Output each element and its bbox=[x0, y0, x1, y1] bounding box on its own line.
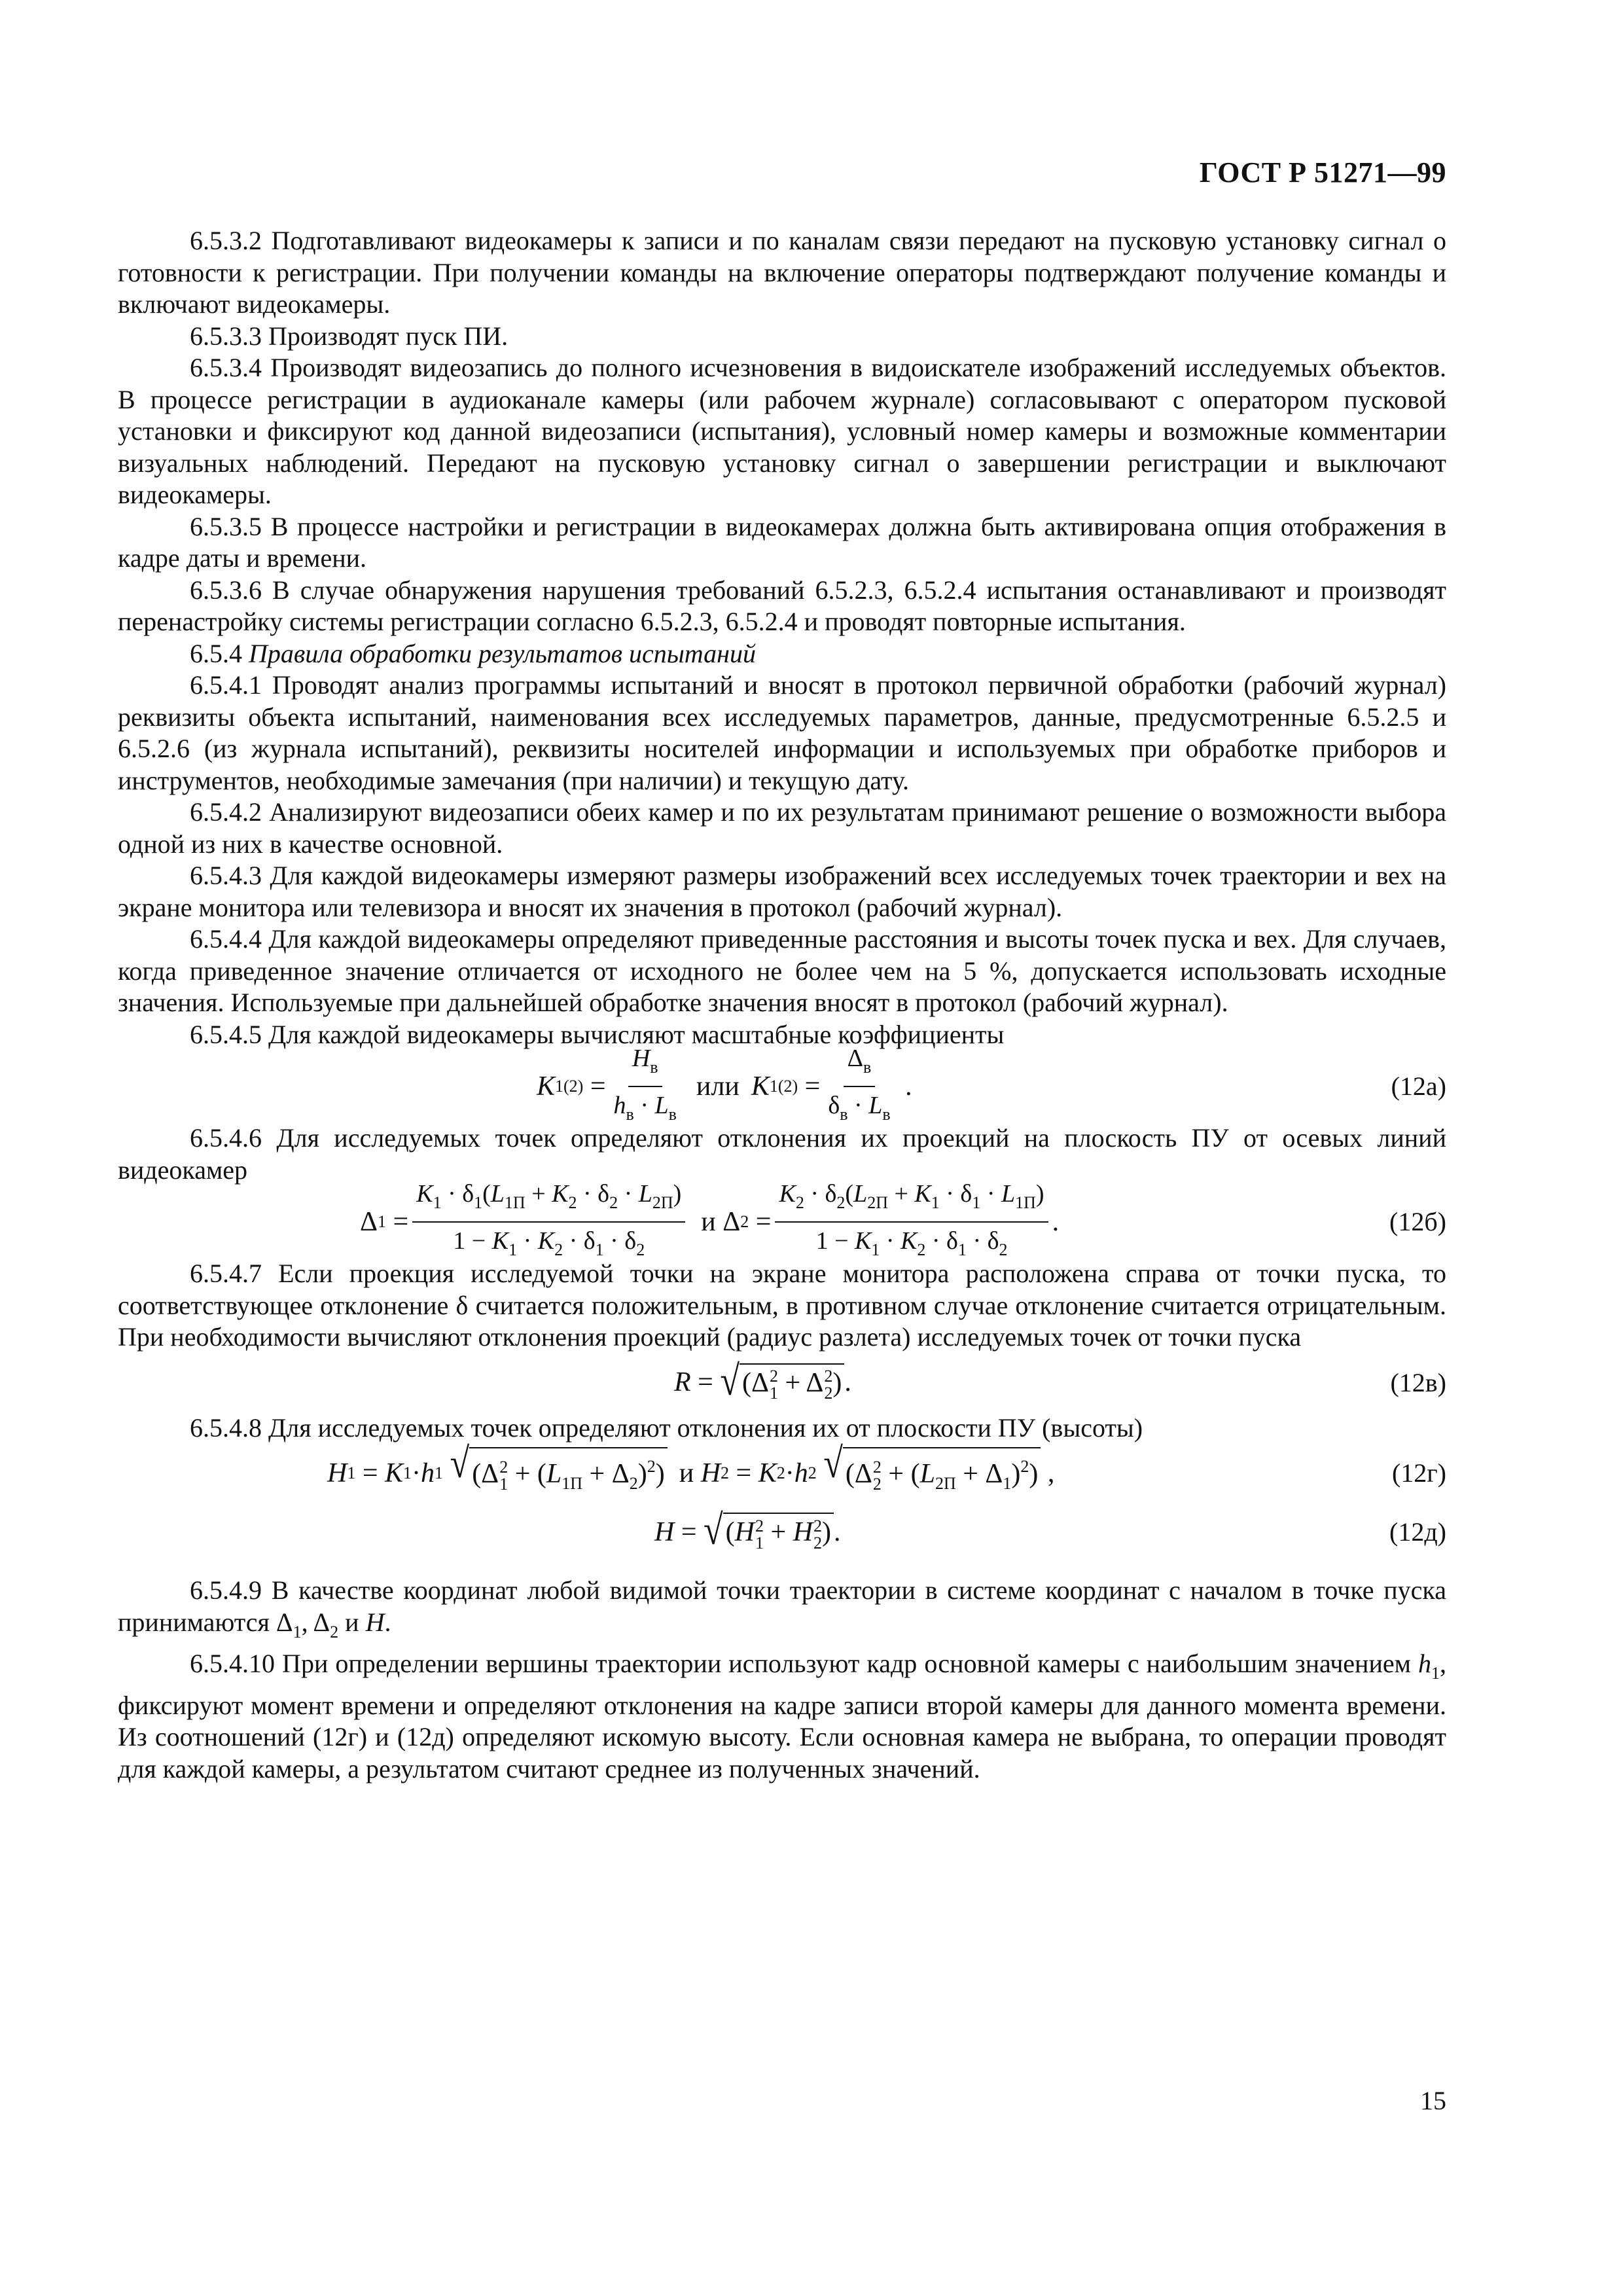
page-number: 15 bbox=[1420, 2086, 1446, 2115]
paragraph-6-5-4-9: 6.5.4.9 В качестве координат любой видимой точки траектории в системе координат с началом в точке пуска принимаются $\Delta_1$, $\Delta_2$ и H. bbox=[118, 1575, 1446, 1641]
paragraph-6-5-3-5: 6.5.3.5 В процессе настройки и регистрации в видеокамерах должна быть активирована опция отображения в кадре даты и времени. bbox=[118, 511, 1446, 573]
paragraph-6-5-4-3: 6.5.4.3 Для каждой видеокамеры измеряют размеры изображений всех исследуемых точек траектории и вех на экране монитора или телевизора и вносят их значения в протокол (рабочий журнал). bbox=[118, 861, 1446, 922]
formula-12a-or: или bbox=[696, 1071, 740, 1102]
section-number: 6.5.4 bbox=[190, 638, 242, 668]
formula-12b-body: Δ 1 = $\frac{K_1 \cdot \delta_1(L_{1П} + K_2 \cdot \delta_2 \cdot L_{2П})}{1 - K_1 \cdot K_2 \cdot \delta_1 \cdot \delta_2}$ и Δ 2 = $\frac{K_2 \cdot \delta_2(L_{2П} + K_1 \cdot \delta_1 \cdot L_{1П})}{1 - K_1 \cdot K_2 \cdot \delta_1 \cdot \delta_2}$ . bbox=[360, 1186, 1059, 1258]
formula-12v-label: (12в) bbox=[1390, 1367, 1446, 1397]
paragraph-6-5-4-2: 6.5.4.2 Анализируют видеозаписи обеих камер и по их результатам принимают решение о возможности выбора одной из них в качестве основной. bbox=[118, 797, 1446, 859]
section-title: Правила обработки результатов испытаний bbox=[249, 638, 756, 668]
paragraph-6-5-4-4: 6.5.4.4 Для каждой видеокамеры определяют приведенные расстояния и высоты точек пуска и вех. Для случаев, когда приведенное значение отличается от исходного не более чем на 5 %, допускается использовать исходные значения. Используемые при дальнейшей обработке значения вносят в протокол (рабочий журнал). bbox=[118, 924, 1446, 1017]
paragraph-6-5-4-10: 6.5.4.10 При определении вершины траектории используют кадр основной камеры с наибольшим значением $h_1$, фиксируют момент времени и определяют отклонения на кадре записи второй камеры для данного момента времени. Из соотношений (12г) и (12д) определяют искомую высоту. Если основная камера не выбрана, то операции проводят для каждой камеры, а результатом считают среднее из полученных значений. bbox=[118, 1649, 1446, 1784]
formula-12g bbox=[118, 1439, 1446, 1503]
paragraph-6-5-3-3: 6.5.3.3 Производят пуск ПИ. bbox=[190, 321, 508, 351]
formula-12b-and: и bbox=[701, 1206, 716, 1237]
formula-12g-and: и bbox=[679, 1458, 694, 1488]
paragraph-6-5-4-8: 6.5.4.8 Для исследуемых точек определяют отклонения их от плоскости ПУ (высоты) bbox=[190, 1412, 1143, 1443]
formula-12g-body: H 1 = K 1 · h 1 √ (Δ 2 1 + $(L_{1П} + \Delta_2)^2$) и H 2 = K 2 · h 2 √ (Δ 2 2 + $(L_{2П} + \Delta_1)^2$) , bbox=[327, 1444, 1054, 1503]
paragraph-6-5-4-5: 6.5.4.5 Для каждой видеокамеры вычисляют масштабные коэффициенты bbox=[190, 1019, 1005, 1049]
formula-12v-body: R = √ (Δ 2 1 + Δ 2 2 ) . bbox=[674, 1357, 851, 1405]
formula-12a bbox=[118, 1044, 1446, 1124]
paragraph-6-5-3-6: 6.5.3.6 В случае обнаружения нарушения требований 6.5.2.3, 6.5.2.4 испытания останавливают и производят перенастройку системы регистрации согласно 6.5.2.3, 6.5.2.4 и проводят повторные испытания. bbox=[118, 575, 1446, 636]
formula-12b bbox=[118, 1179, 1446, 1259]
section-6-5-4-heading bbox=[118, 638, 1446, 670]
formula-12d-body: H = √ (H 2 1 + H 2 2 ) . bbox=[654, 1506, 841, 1554]
paragraph-6-5-3-2: 6.5.3.2 Подготавливают видеокамеры к записи и по каналам связи передают на пусковую установку сигнал о готовности к регистрации. При получении команды на включение операторы подтверждают получение команды и включают видеокамеры. bbox=[118, 226, 1446, 319]
formula-12v bbox=[118, 1354, 1446, 1412]
document-body bbox=[118, 225, 1446, 1785]
formula-12b-label: (12б) bbox=[1389, 1206, 1446, 1236]
paragraph-6-5-4-1: 6.5.4.1 Проводят анализ программы испытаний и вносят в протокол первичной обработки (рабочий журнал) реквизиты объекта испытаний, наименования всех исследуемых параметров, данные, предусмотренные 6.5.2.5 и 6.5.2.6 (из журнала испытаний), реквизиты носителей информации и используемых при обработке приборов и инструментов, необходимые замечания (при наличии) и текущую дату. bbox=[118, 670, 1446, 795]
formula-12d bbox=[118, 1503, 1446, 1562]
formula-12a-body: K 1(2) = $\frac{H_в}{h_в \cdot L_в}$ или K 1(2) = $\frac{\Delta_в}{\delta_в \cdot L_в}$ . bbox=[537, 1050, 912, 1122]
formula-12d-label: (12д) bbox=[1389, 1516, 1446, 1547]
paragraph-6-5-4-7: 6.5.4.7 Если проекция исследуемой точки на экране монитора расположена справа от точки пуска, то соответствующее отклонение δ считается положительным, в противном случае отклонение считается отрицательным. При необходимости вычисляют отклонения проекций (радиус разлета) исследуемых точек от точки пуска bbox=[118, 1259, 1446, 1352]
paragraph-6-5-3-4: 6.5.3.4 Производят видеозапись до полного исчезновения в видоискателе изображений исследуемых объектов. В процессе регистрации в аудиоканале камеры (или рабочем журнале) согласовывают с оператором пусковой установки и фиксируют код данной видеозаписи (испытания), условный номер камеры и возможные комментарии визуальных наблюдений. Передают на пусковую установку сигнал о завершении регистрации и выключают видеокамеры. bbox=[118, 353, 1446, 509]
formula-12g-label: (12г) bbox=[1391, 1458, 1446, 1488]
standard-header: ГОСТ Р 51271—99 bbox=[1199, 156, 1446, 188]
formula-12a-label: (12а) bbox=[1391, 1071, 1446, 1101]
paragraph-6-5-4-6: 6.5.4.6 Для исследуемых точек определяют отклонения их проекций на плоскость ПУ от осевых линий видеокамер bbox=[118, 1123, 1446, 1185]
